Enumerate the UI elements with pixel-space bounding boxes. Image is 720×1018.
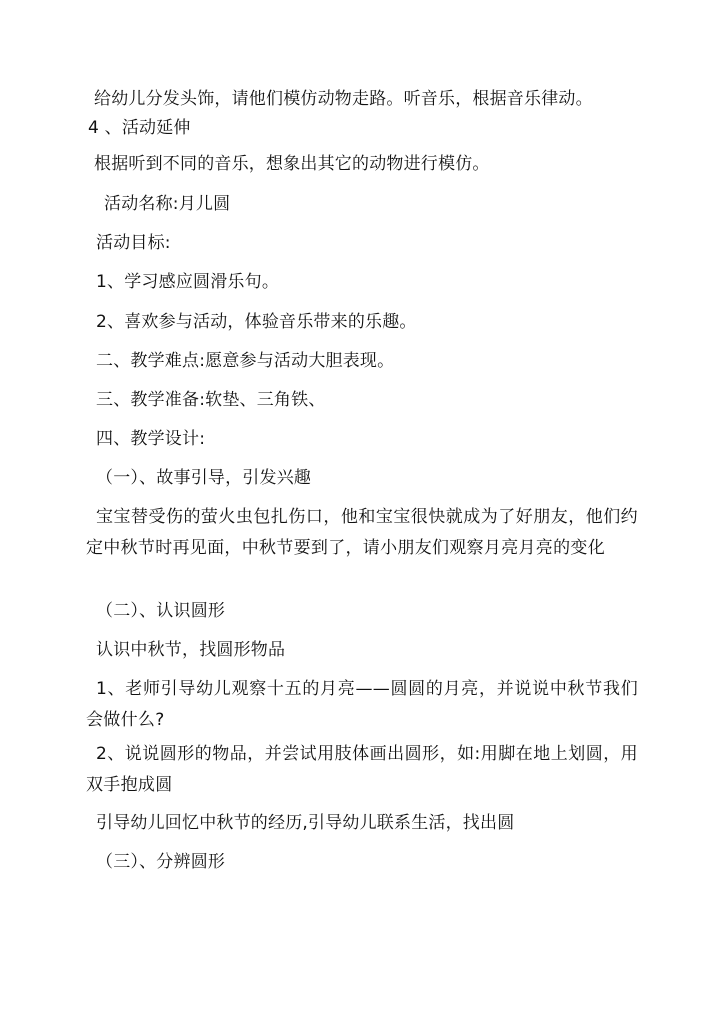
activity-name: 活动名称:月儿圆 (104, 194, 231, 214)
section-heading-extension: 4 、活动延伸 (88, 118, 191, 138)
story-paragraph: 宝宝替受伤的萤火虫包扎伤口，他和宝宝很快就成为了好朋友，他们约定中秋节时再见面，中秋节要到了，请小朋友们观察月亮月亮的变化 (86, 507, 638, 558)
text-line-recall: 引导幼儿回忆中秋节的经历,引导幼儿联系生活，找出圆 (96, 813, 515, 833)
step-2-paragraph: 2、说说圆形的物品，并尝试用肢体画出圆形，如:用脚在地上划圆，用双手抱成圆 (86, 744, 638, 795)
text-line-mid-autumn: 认识中秋节，找圆形物品 (96, 640, 286, 660)
section-know-circle: （二）、认识圆形 (96, 601, 226, 621)
activity-goals-heading: 活动目标: (96, 233, 171, 253)
text-line-headwear: 给幼儿分发头饰，请他们模仿动物走路。听音乐，根据音乐律动。 (94, 89, 593, 109)
section-story-intro: （一）、故事引导，引发兴趣 (96, 468, 312, 488)
goal-item-2: 2、喜欢参与活动，体验音乐带来的乐趣。 (96, 312, 417, 332)
step-1-paragraph: 1、老师引导幼儿观察十五的月亮——圆圆的月亮，并说说中秋节我们会做什么? (86, 679, 638, 730)
text-line-imitate: 根据听到不同的音乐，想象出其它的动物进行模仿。 (94, 154, 490, 174)
goal-item-1: 1、学习感应圆滑乐句。 (96, 272, 280, 292)
section-distinguish-circle: （三）、分辨圆形 (96, 852, 226, 872)
teaching-preparation: 三、教学准备:软垫、三角铁、 (96, 390, 326, 410)
teaching-difficulty: 二、教学难点:愿意参与活动大胆表现。 (96, 351, 395, 371)
teaching-design-heading: 四、教学设计: (96, 429, 206, 449)
